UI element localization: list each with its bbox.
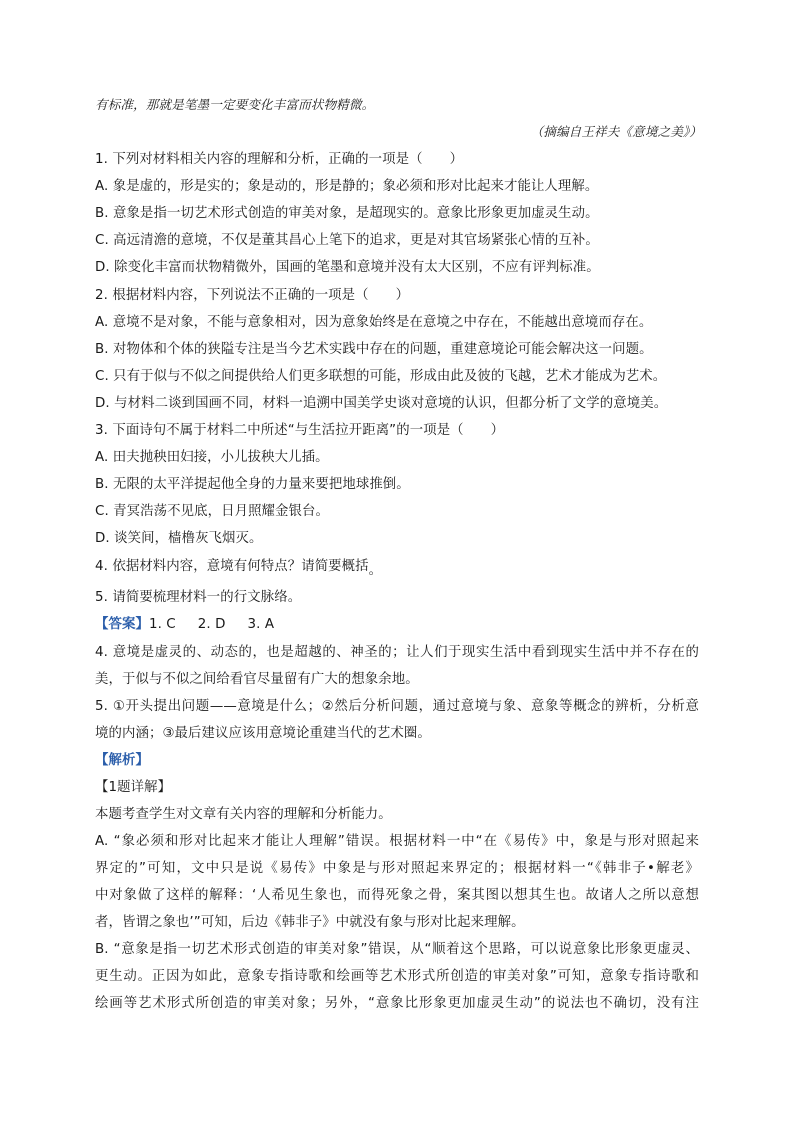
answer-4-line-2: 美，于似与不似之间给看官尽量留有广大的想象余地。 <box>95 672 419 687</box>
answer-5-line-2: 境的内涵；③最后建议应该用意境论重建当代的艺术圈。 <box>95 726 431 741</box>
question-3-option-c: C. 青冥浩荡不见底，日月照耀金银台。 <box>95 504 330 519</box>
question-2-option-b: B. 对物体和个体的狭隘专注是当今艺术实践中存在的问题，重建意境论可能会解决这一问题。 <box>95 342 653 357</box>
analysis-label: 【解析】 <box>95 753 149 768</box>
detail-a-line-1: A. “象必须和形对比起来才能让人理解”错误。根据材料一中“在《易传》中，象是与形对照起来 <box>95 834 699 849</box>
question-4-dot: 。 <box>368 563 383 578</box>
question-2-option-d: D. 与材料二谈到国画不同，材料一追溯中国美学史谈对意境的认识，但都分析了文学的意境美。 <box>95 396 668 411</box>
question-1-option-c: C. 高远清澹的意境，不仅是董其昌心上笔下的追求，更是对其官场紧张心情的互补。 <box>95 233 599 248</box>
detail-b-line-1: B. “意象是指一切艺术形式创造的审美对象”错误，从“顺着这个思路，可以说意象比形象更虚灵、 <box>95 942 699 957</box>
detail-1-label: 【1题详解】 <box>95 780 172 795</box>
question-2-option-c: C. 只有于似与不似之间提供给人们更多联想的可能，形成由此及彼的飞越，艺术才能成为艺术。 <box>95 369 667 384</box>
question-3-option-d: D. 谈笑间，樯橹灰飞烟灭。 <box>95 531 263 546</box>
answer-1: 1. C <box>148 617 176 632</box>
question-1-stem: 1. 下列对材料相关内容的理解和分析，正确的一项是（ ） <box>95 152 464 167</box>
question-4 <box>95 557 382 577</box>
question-1-option-b: B. 意象是指一切艺术形式创造的审美对象，是超现实的。意象比形象更加虚灵生动。 <box>95 206 599 221</box>
question-2-option-a: A. 意境不是对象，不能与意象相对，因为意象始终是在意境之中存在，不能越出意境而存在。 <box>95 315 653 330</box>
detail-1-intro: 本题考查学生对文章有关内容的理解和分析能力。 <box>95 807 392 822</box>
question-1-option-a: A. 象是虚的，形是实的；象是动的，形是静的；象必须和形对比起来才能让人理解。 <box>95 179 599 194</box>
detail-b-line-2: 更生动。正因为如此，意象专指诗歌和绘画等艺术形式所创造的审美对象”可知，意象专指诗歌和 <box>95 969 699 984</box>
detail-a-line-4: 者，皆谓之象也’”可知，后边《韩非子》中就没有象与形对比起来理解。 <box>95 915 525 930</box>
answer-5-line-1: 5. ①开头提出问题——意境是什么；②然后分析问题，通过意境与象、意象等概念的辨析，分析意 <box>95 699 699 714</box>
detail-b-line-3: 绘画等艺术形式所创造的审美对象；另外，“意象比形象更加虚灵生动”的说法也不确切，没有注 <box>95 996 699 1011</box>
detail-a-line-3: 中对象做了这样的解释：‘人希见生象也，而得死象之骨，案其图以想其生也。故诸人之所以意想 <box>95 888 699 903</box>
question-4-text: 4. 依据材料内容，意境有何特点？请简要概括 <box>95 559 369 574</box>
answer-2: 2. D <box>197 617 226 632</box>
question-1-option-d: D. 除变化丰富而状物精微外，国画的笔墨和意境并没有太大区别，不应有评判标准。 <box>95 260 600 275</box>
question-3-stem: 3. 下面诗句不属于材料二中所述“与生活拉开距离”的一项是（ ） <box>95 423 505 438</box>
detail-a-line-2: 界定的”可知，文中只是说《易传》中象是与形对照起来界定的；根据材料一“《韩非子•解老》 <box>95 861 699 876</box>
question-5: 5. 请简要梳理材料一的行文脉络。 <box>95 590 302 605</box>
question-3-option-a: A. 田夫抛秧田妇接，小儿拔秧大儿插。 <box>95 450 329 465</box>
answer-4-line-1: 4. 意境是虚灵的、动态的，也是超越的、神圣的；让人们于现实生活中看到现实生活中并不存在的 <box>95 645 699 660</box>
answer-label: 【答案】 <box>95 617 149 632</box>
intro-tail-text: 有标准，那就是笔墨一定要变化丰富而状物精微。 <box>95 97 375 112</box>
question-2-stem: 2. 根据材料内容，下列说法不正确的一项是（ ） <box>95 288 410 303</box>
question-3-option-b: B. 无限的太平洋提起他全身的力量来要把地球推倒。 <box>95 477 410 492</box>
source-citation: （摘编自王祥夫《意境之美》） <box>530 124 702 139</box>
answer-summary <box>95 615 274 635</box>
answer-3: 3. A <box>247 617 275 632</box>
